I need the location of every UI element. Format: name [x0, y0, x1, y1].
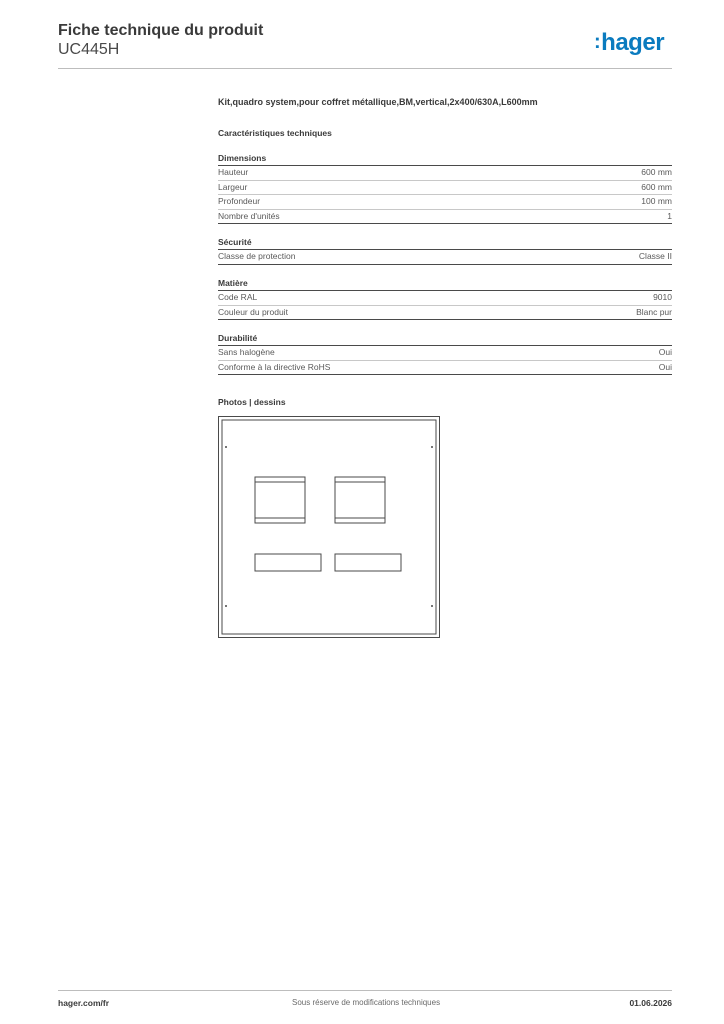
spec-value: 1: [667, 210, 672, 221]
section-durabilite: [218, 333, 672, 375]
spec-row: [218, 195, 672, 210]
spec-row: [218, 250, 672, 265]
footer-divider: [58, 990, 672, 991]
spec-value: Oui: [658, 347, 672, 358]
spec-row: [218, 346, 672, 361]
footer-disclaimer: Sous réserve de modifications techniques: [292, 998, 441, 1007]
logo-dots-icon: :: [594, 31, 601, 53]
drawing-outer-frame: [219, 417, 440, 638]
photos-heading: Photos | dessins: [218, 397, 286, 408]
tech-characteristics-heading: Caractéristiques techniques: [218, 128, 332, 138]
spec-value: Classe II: [638, 251, 672, 262]
section-title: Durabilité: [218, 333, 672, 346]
spec-row: [218, 166, 672, 181]
section-dimensions: [218, 153, 672, 224]
footer-date: 01.06.2026: [629, 998, 672, 1008]
mounting-hole: [431, 605, 433, 607]
hager-logo[interactable]: [594, 30, 664, 55]
mounting-hole: [225, 605, 227, 607]
section-title: Sécurité: [218, 237, 672, 250]
spec-value: 100 mm: [641, 196, 672, 207]
spec-label: Sans halogène: [218, 347, 275, 358]
logo-wordmark: hager: [601, 29, 665, 56]
spec-value: 600 mm: [641, 181, 672, 192]
header-title: Fiche technique du produit: [58, 22, 264, 39]
header-divider: [58, 68, 672, 69]
spec-label: Hauteur: [218, 167, 249, 177]
footer-website-link[interactable]: hager.com/fr: [58, 998, 110, 1008]
spec-row: [218, 361, 672, 376]
mounting-hole: [431, 446, 433, 448]
datasheet-content: [218, 97, 672, 407]
product-drawing: [218, 416, 440, 638]
spec-label: Largeur: [218, 181, 248, 192]
spec-row: [218, 306, 672, 321]
spec-value: Oui: [658, 361, 672, 372]
section-securite: [218, 237, 672, 265]
spec-label: Profondeur: [218, 196, 261, 207]
spec-label: Code RAL: [218, 291, 258, 302]
spec-row: [218, 181, 672, 196]
mounting-hole: [225, 446, 227, 448]
spec-row: [218, 291, 672, 306]
spec-value: Blanc pur: [636, 306, 672, 317]
section-matiere: [218, 278, 672, 320]
spec-label: Couleur du produit: [218, 306, 288, 317]
product-reference: UC445H: [58, 41, 120, 58]
section-title: Dimensions: [218, 153, 672, 166]
spec-label: Conforme à la directive RoHS: [218, 361, 331, 372]
spec-value: 600 mm: [641, 167, 672, 177]
spec-value: 9010: [653, 291, 672, 302]
product-description: Kit,quadro system,pour coffret métallique,BM,vertical,2x400/630A,L600mm: [218, 97, 538, 107]
section-title: Matière: [218, 278, 672, 291]
spec-label: Nombre d'unités: [218, 210, 280, 221]
spec-row: [218, 210, 672, 225]
spec-label: Classe de protection: [218, 251, 296, 262]
